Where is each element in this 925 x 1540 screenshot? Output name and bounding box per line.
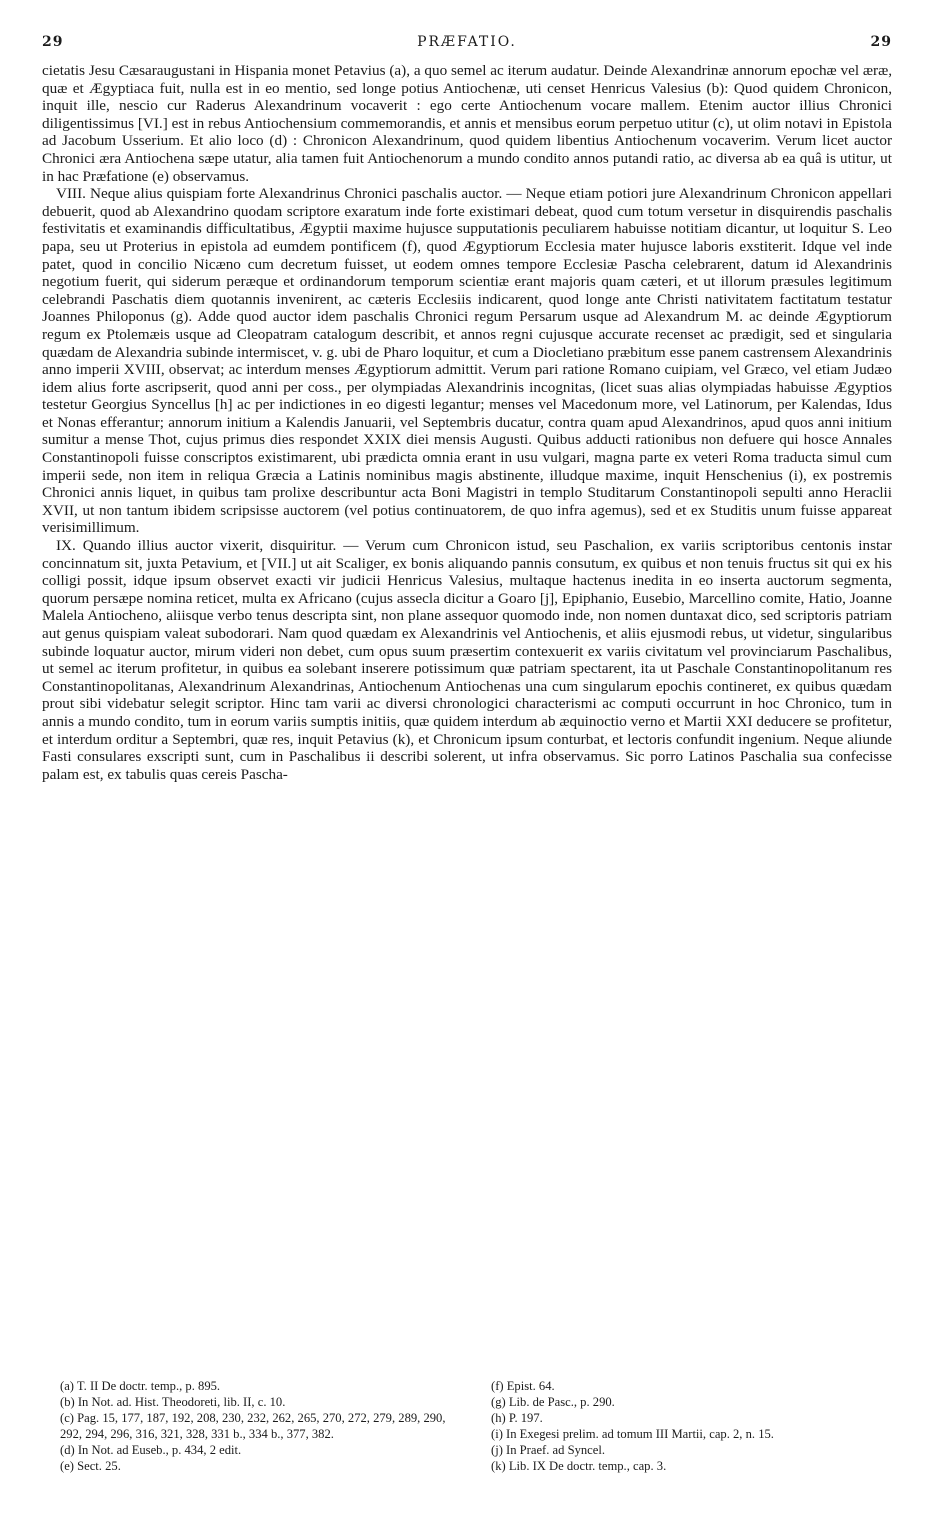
- paragraph-section-ix: IX. Quando illius auctor vixerit, disquiritur. — Verum cum Chronicon istud, seu Paschalion, ex variis scriptoribus centonis instar concinnatum sit, juxta Petavium, et [VII.] ut ait Scaliger, ex bonis aliquando pannis consutum, ex quibus et non tenuis fructus sit qui ex his colligi possit, idque ipsum observet exacti vir judicii Henricus Valesius, multaque hactenus inedita in eo inserta auctorum segmenta, quorum persæpe nomina reticet, multa ex Africano (cujus assecla dicitur a Goaro [j], Epiphanio, Eusebio, Marcellino comite, Hatio, Joanne Malela Antiocheno, aliisque verbo tenus descripta sint, non plane assequor quomodo inde, non nomen duntaxat dico, sed scriptoris patriam aut genus quispiam valeat subodorari. Nam quod quædam ex Alexandrinis vel Antiochenis, et aliis ejusmodi rebus, ut videtur, singularibus subinde loquatur auctor, mirum videri non debet, cum opus suum præsertim contexuerit ex variis civitatum vel provinciarum Paschalibus, ut semel ac iterum profitetur, in quibus ea solebant inserere potissimum quæ patriam spectarent, ita ut Paschale Constantinopolitanum res Constantinopolitanas, Alexandrinum Alexandrinas, Antiochenum Antiochenas una cum singularum epochis contineret, ex quibus quædam prout sibi videbatur selegit scriptor. Hinc tam varii ac diversi chronologici characterismi ac computi occurrunt in hoc Chronico, tum in annis a mundo condito, tum in eorum variis sumptis initiis, quæ quidem interdum ab æquinoctio verno et Martii XXI deducere se profitetur, et interdum orditur a Septembri, quæ res, inquit Petavius (k), et Chronicum ipsum conturbat, et lectoris confundit ingenium. Neque aliunde Fasti consulares exscripti sunt, cum in Paschalibus ii describi solerent, ut infra observamus. Sic porro Latinos Paschalia sua confecisse palam est, ex tabulis quas cereis Pascha-: [42, 537, 892, 783]
- running-title: PRÆFATIO.: [417, 34, 517, 50]
- footnotes: [42, 1378, 892, 1474]
- footnote: (i) In Exegesi prelim. ad tomum III Martii, cap. 2, n. 15.: [491, 1427, 774, 1441]
- footnote: (c) Pag. 15, 177, 187, 192, 208, 230, 232, 262, 265, 270, 272, 279, 289, 290, 292, 294, 296, 316, 321, 328, 331 b., 334 b., 377, 382.: [60, 1411, 446, 1441]
- footnotes-left-column: [42, 1378, 467, 1474]
- page-number-right: 29: [870, 34, 892, 50]
- body-text: [42, 62, 892, 783]
- footnote: (k) Lib. IX De doctr. temp., cap. 3.: [491, 1459, 667, 1473]
- footnote: (f) Epist. 64.: [491, 1379, 555, 1393]
- footnote: (b) In Not. ad. Hist. Theodoreti, lib. II, c. 10.: [60, 1395, 286, 1409]
- footnote: (a) T. II De doctr. temp., p. 895.: [60, 1379, 221, 1393]
- page: [42, 30, 892, 783]
- page-number-left: 29: [42, 34, 64, 50]
- footnote: (j) In Praef. ad Syncel.: [491, 1443, 606, 1457]
- footnotes-right-column: [467, 1378, 892, 1474]
- footnote: (g) Lib. de Pasc., p. 290.: [491, 1395, 615, 1409]
- paragraph-section-viii: VIII. Neque alius quispiam forte Alexandrinus Chronici paschalis auctor. — Neque etiam potiori jure Alexandrinum Chronicon appellari debuerit, quod ab Alexandrino quodam scriptore exaratum inde forte existimari debeat, quod cum totum versetur in disquirendis paschalis festivitatis et examinandis difficultatibus, Ægyptii maxime hujusce supputationis peculiarem habuisse notitiam dicantur, ut loquitur S. Leo papa, seu ut Proterius in epistola ad eumdem pontificem (f), quod Ægyptiorum Ecclesia mater hujusce laboris exstiterit. Idque vel inde patet, quod in concilio Nicæno cum decretum fuisset, ut eodem omnes tempore Ecclesiæ Pascha celebrarent, datum id Alexandrinis negotium fuerit, qui siderum peræque et ordinandorum temporum scientiæ erant majoris quam cæteri, et ut illorum præsules legitimum celebrandi Paschatis diem quotannis invenirent, ac cæteris Ecclesiis indicarent, quod longe ante Christi nativitatem factitatum testatur Joannes Philoponus (g). Adde quod auctor idem paschalis Chronici regum Persarum usque ad Alexandrum M. ac deinde Ægyptiorum regum ex Ptolemæis usque ad Cleopatram catalogum describit, et annos regni cujusque accurate recenset ac prædigit, sed et singularia quædam de Alexandria subinde intermiscet, v. g. ubi de Pharo loquitur, et cum a Diocletiano præbitum esse panem castrensem Alexandrinis anno imperii XVIII, observat; ac interdum menses Ægyptiorum admittit. Verum pari ratione Romano cuipiam, vel Græco, vel etiam Judæo idem alius forte ascripserit, quod anni per coss., per olympiadas Alexandrinis incognitas, (licet suas alias olympiadas habuisse Ægyptios testetur Georgius Syncellus [h] ac per indictiones in eo digesti legantur; menses vel Macedonum more, vel Latinorum, per Kalendas, Idus et Nonas efferantur; annorum initium a Kalendis Januarii, vel Septembris ducatur, contra quam apud Alexandrinos, apud quos anni initium sumitur a mense Thot, cujus primus dies respondet XXIX diei mensis Augusti. Quibus adducti rationibus non defuere qui hosce Annales Constantinopoli fuisse conscriptos existimarent, ubi prædicta omnia erant in usu vulgari, magna parte ex veteri Roma traducta simul cum imperii sede, non item in reliqua Græcia a Latinis nominibus magis abstinente, illudque maxime, inquit Henschenius (i), ex postremis Chronici annis liquet, in quibus tam prolixe describuntur acta Boni Magistri in templo Studitarum Constantinopoli sepulti anno Heraclii XVII, ut non tantum ibidem scripsisse auctorem (vel potius continuatorem, de quo infra agemus), sed et ex Studitis unum fuisse appareat verisimillimum.: [42, 185, 892, 537]
- footnote: (e) Sect. 25.: [60, 1459, 121, 1473]
- paragraph: cietatis Jesu Cæsaraugustani in Hispania monet Petavius (a), a quo semel ac iterum audatur. Deinde Alexandrinæ annorum epochæ vel æræ, quæ et Ægyptiaca fuit, nulla est in eo mentio, sed longe potius Antiochenæ, uti censet Henricus Valesius (b): Quod quidem Chronicon, inquit ille, nescio cur Raderus Alexandrinum vocaverit : ego certe Antiochenum vocare mallem. Etenim auctor illius Chronici diligentissimus [VI.] est in rebus Antiochensium commemorandis, et annis et mensibus eorum perpetuo utitur (c), ut olim notavi in Epistola ad Jacobum Usserium. Et alio loco (d) : Chronicon Alexandrinum, quod quidem libentius Antiochenum vocaverim. Verum licet auctor Chronici æra Antiochena sæpe utatur, alia tamen fuit Antiochenorum a mundo condito annos putandi ratio, ac diversa ab ea quâ is utitur, ut in hac Præfatione (e) observamus.: [42, 62, 892, 185]
- footnote: (d) In Not. ad Euseb., p. 434, 2 edit.: [60, 1443, 242, 1457]
- footnote: (h) P. 197.: [491, 1411, 543, 1425]
- running-header: [42, 30, 892, 56]
